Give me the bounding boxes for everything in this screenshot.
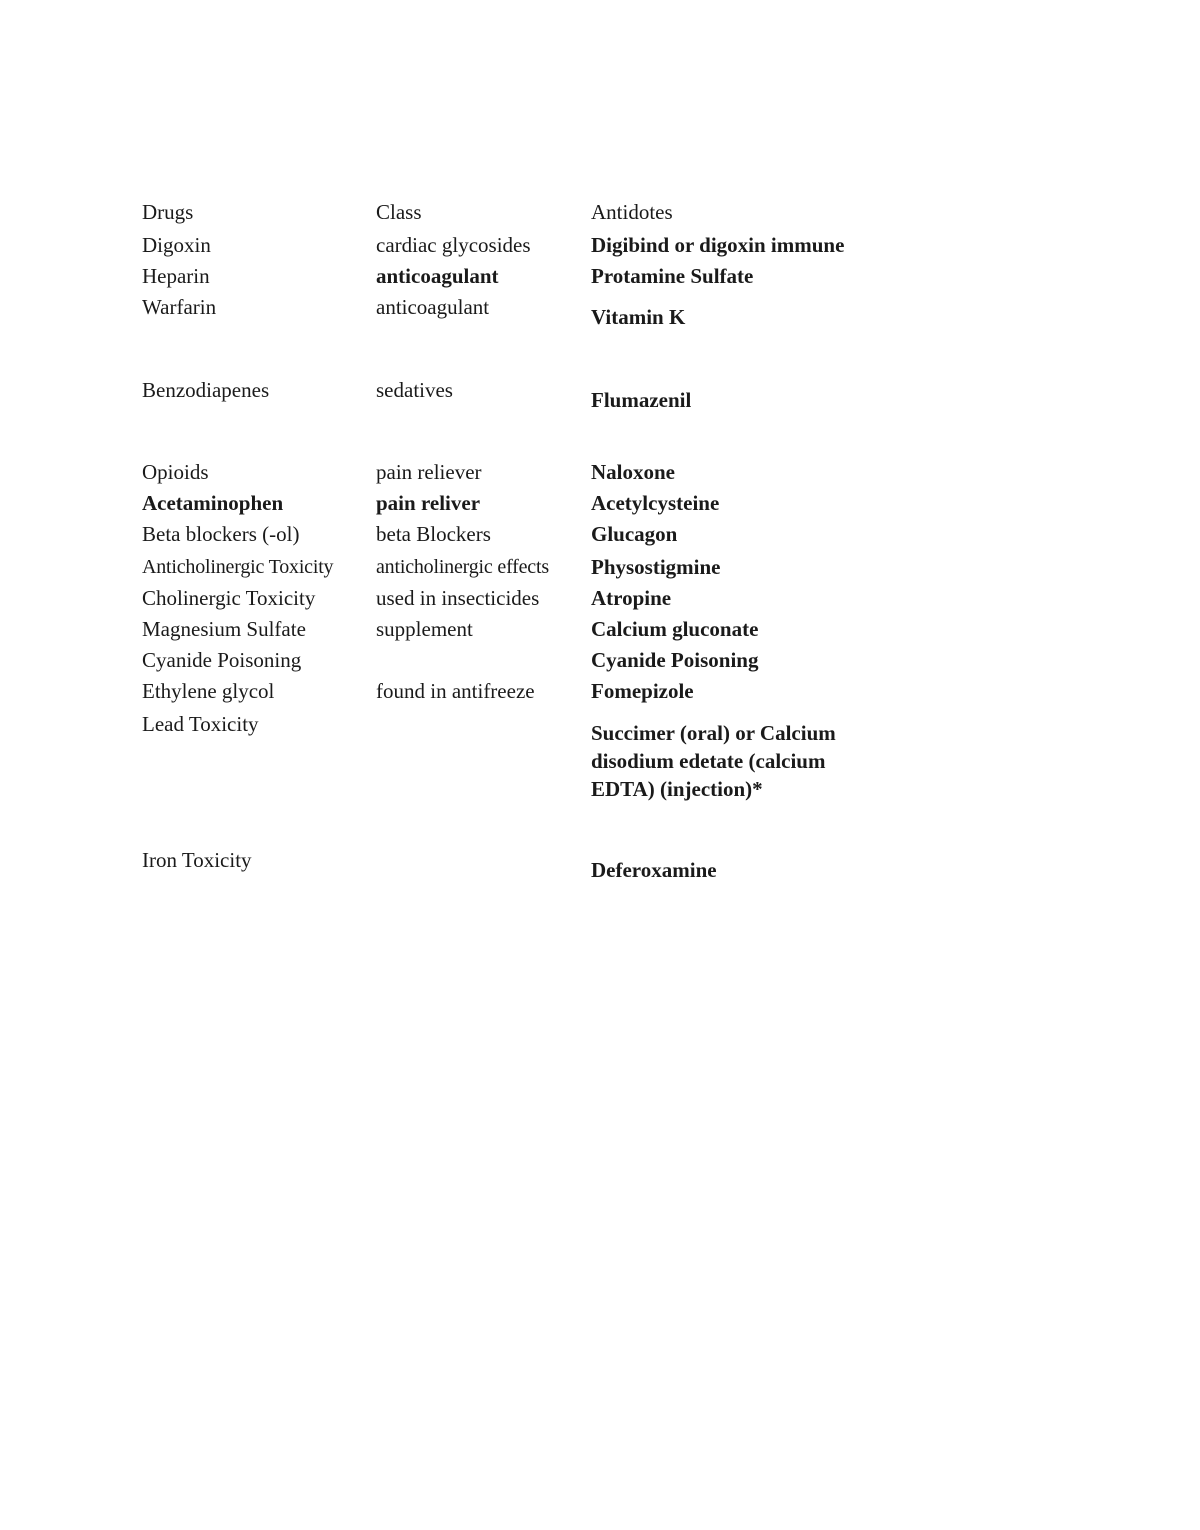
antidote-cell: Cyanide Poisoning xyxy=(591,648,759,672)
antidote-cell: Physostigmine xyxy=(591,555,721,579)
antidote-cell: Succimer (oral) or Calcium disodium edetate (calcium EDTA) (injection)* xyxy=(591,721,836,801)
antidote-cell: Protamine Sulfate xyxy=(591,264,754,288)
drug-cell: Digoxin xyxy=(142,233,211,257)
drug-cell: Cholinergic Toxicity xyxy=(142,586,316,610)
class-cell: pain reliever xyxy=(376,460,482,484)
drug-cell: Ethylene glycol xyxy=(142,679,275,703)
antidote-cell: Naloxone xyxy=(591,460,675,484)
drug-cell: Iron Toxicity xyxy=(142,848,252,872)
class-cell: supplement xyxy=(376,617,473,641)
drug-cell: Benzodiapenes xyxy=(142,378,270,402)
drug-cell: Opioids xyxy=(142,460,209,484)
drug-cell: Beta blockers (-ol) xyxy=(142,522,300,546)
header-drugs: Drugs xyxy=(142,200,194,224)
antidote-cell: Glucagon xyxy=(591,522,678,546)
header-class: Class xyxy=(376,200,422,224)
class-cell: sedatives xyxy=(376,378,453,402)
antidote-cell: Calcium gluconate xyxy=(591,617,759,641)
antidote-cell: Atropine xyxy=(591,586,672,610)
drug-cell: Anticholinergic Toxicity xyxy=(142,556,334,578)
drug-cell: Acetaminophen xyxy=(142,491,284,515)
class-cell: cardiac glycosides xyxy=(376,233,531,257)
class-cell: anticoagulant xyxy=(376,264,499,288)
class-cell: anticoagulant xyxy=(376,295,490,319)
class-cell: found in antifreeze xyxy=(376,679,535,703)
antidote-cell: Flumazenil xyxy=(591,388,692,412)
header-antidotes: Antidotes xyxy=(591,200,673,224)
antidote-cell: Digibind or digoxin immune xyxy=(591,233,845,257)
antidote-cell: Vitamin K xyxy=(591,305,686,329)
class-cell: anticholinergic effects xyxy=(376,556,549,578)
drug-cell: Magnesium Sulfate xyxy=(142,617,306,641)
antidote-cell: Acetylcysteine xyxy=(591,491,720,515)
antidote-cell: Fomepizole xyxy=(591,679,694,703)
antidote-cell: Deferoxamine xyxy=(591,858,717,882)
drug-cell: Cyanide Poisoning xyxy=(142,648,302,672)
class-cell: pain reliver xyxy=(376,491,481,515)
drug-cell: Lead Toxicity xyxy=(142,712,259,736)
class-cell: beta Blockers xyxy=(376,522,491,546)
drug-cell: Heparin xyxy=(142,264,210,288)
drug-cell: Warfarin xyxy=(142,295,217,319)
class-cell: used in insecticides xyxy=(376,586,540,610)
